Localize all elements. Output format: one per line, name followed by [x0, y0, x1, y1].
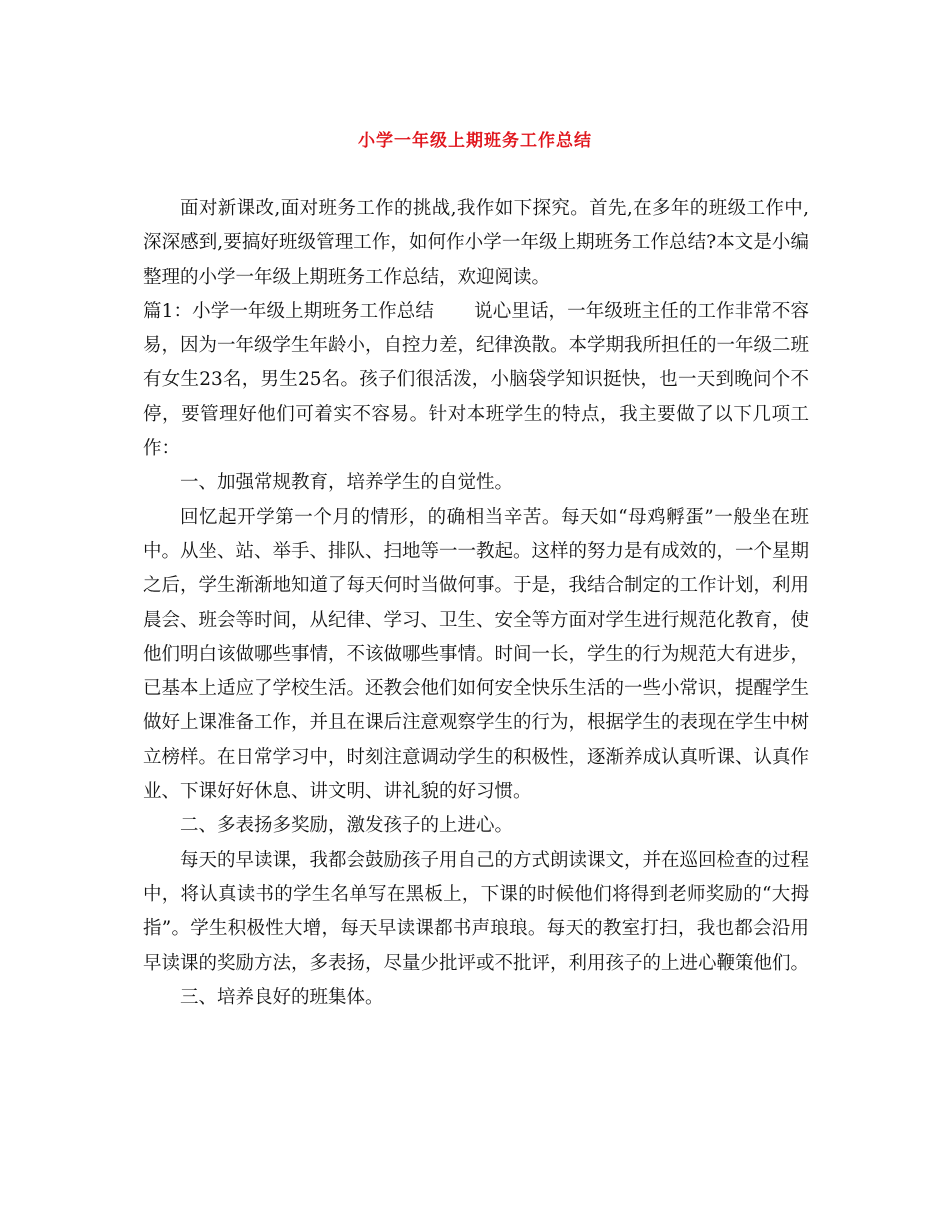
section-heading-3: 三、培养良好的班集体。: [180, 986, 384, 1008]
article-heading: 篇1：小学一年级上期班务工作总结: [143, 300, 435, 322]
document-title: 小学一年级上期班务工作总结: [358, 131, 592, 151]
article-intro-text: 说心里话，一年级班主任的工作非常不容易，因为一年级学生年龄小，自控力差，纪律涣散。本学期我所担任的一年级二班有女生23名，男生25名。孩子们很活泼，小脑袋学知识挺快，也一天到晚问个不停，要管理好他们可着实不容易。针对本班学生的特点，我主要做了以下几项工作：: [143, 300, 810, 460]
article-first-paragraph: [143, 295, 809, 466]
section-body-2: 每天的早读课，我都会鼓励孩子用自己的方式朗读课文，并在巡回检查的过程中，将认真读书的学生名单写在黑板上，下课的时候他们将得到老师奖励的“大拇指”。学生积极性大增，每天早读课都书声琅琅。每天的教室打扫，我也都会沿用早读课的奖励方法，多表扬，尽量少批评或不批评，利用孩子的上进心鞭策他们。: [143, 849, 810, 974]
section-heading-1: 一、加强常规教育，培养学生的自觉性。: [180, 472, 514, 494]
section-body-1: 回忆起开学第一个月的情形，的确相当辛苦。每天如“母鸡孵蛋”一般坐在班中。从坐、站、举手、排队、扫地等一一教起。这样的努力是有成效的，一个星期之后，学生渐渐地知道了每天何时当做何事。于是，我结合制定的工作计划，利用晨会、班会等时间，从纪律、学习、卫生、安全等方面对学生进行规范化教育，使他们明白该做哪些事情，不该做哪些事情。时间一长，学生的行为规范大有进步，已基本上适应了学校生活。还教会他们如何安全快乐生活的一些小常识，提醒学生做好上课准备工作，并且在课后注意观察学生的行为，根据学生的表现在学生中树立榜样。在日常学习中，时刻注意调动学生的积极性，逐渐养成认真听课、认真作业、下课好好休息、讲文明、讲礼貌的好习惯。: [143, 506, 810, 803]
document-body: [143, 192, 809, 1015]
intro-paragraph: 面对新课改,面对班务工作的挑战,我作如下探究。首先,在多年的班级工作中,深深感到,要搞好班级管理工作，如何作小学一年级上期班务工作总结?本文是小编整理的小学一年级上期班务工作总结，欢迎阅读。: [143, 198, 809, 288]
section-heading-2: 二、多表扬多奖励，激发孩子的上进心。: [180, 815, 514, 837]
